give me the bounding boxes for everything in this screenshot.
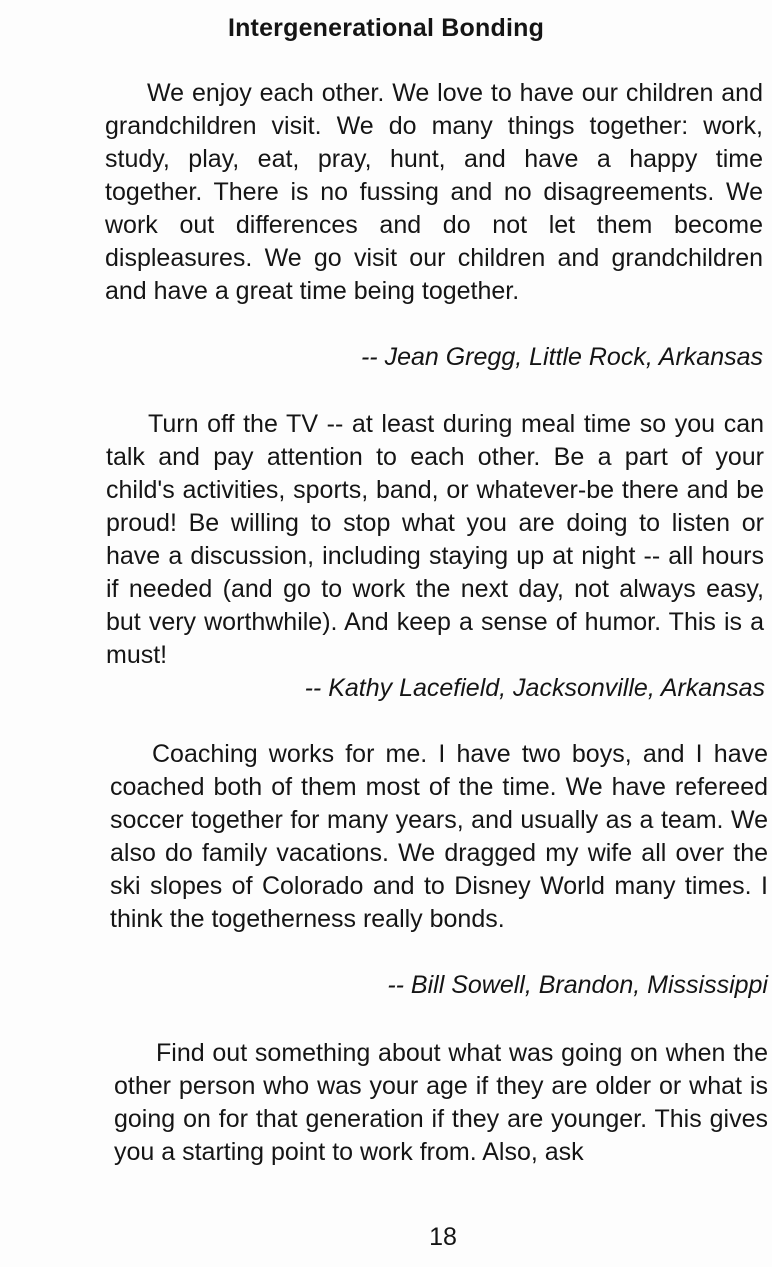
entry-text-4: Find out something about what was going on when the other person who was your age if they are older or what is going on for that generation if they are younger. This gives you a starting point to work from. Also, ask: [114, 1039, 768, 1166]
entry-attribution-3: -- Bill Sowell, Brandon, Mississippi: [387, 971, 768, 999]
page-title: Intergenerational Bonding: [227, 14, 545, 42]
entry-attribution-1: -- Jean Gregg, Little Rock, Arkansas: [360, 343, 763, 371]
entry-text-3: Coaching works for me. I have two boys, and I have coached both of them most of the time. We have refereed soccer together for many years, and usually as a team. We also do family vacations. We dragged my wife all over the ski slopes of Colorado and to Disney World many times. I think the togetherness really bonds.: [110, 740, 768, 933]
entry-text-2: Turn off the TV -- at least during meal time so you can talk and pay attention to each other. Be a part of your child's activities, sports, band, or whatever-be there and be proud! Be willing to stop what you are doing to listen or have a discussion, including staying up at night -- all hours if needed (and go to work the next day, not always easy, but very worthwhile). And keep a sense of humor. This is a must!: [106, 410, 764, 669]
entry-text-1: We enjoy each other. We love to have our children and grandchildren visit. We do many things together: work, study, play, eat, pray, hunt, and have a happy time together. There is no fussing and no disagreements. We work out differences and do not let them become displeasures. We go visit our children and grandchildren and have a great time being together.: [105, 79, 763, 305]
entry-attribution-2: -- Kathy Lacefield, Jacksonville, Arkansas: [304, 674, 765, 702]
page-number: 18: [429, 1223, 457, 1251]
